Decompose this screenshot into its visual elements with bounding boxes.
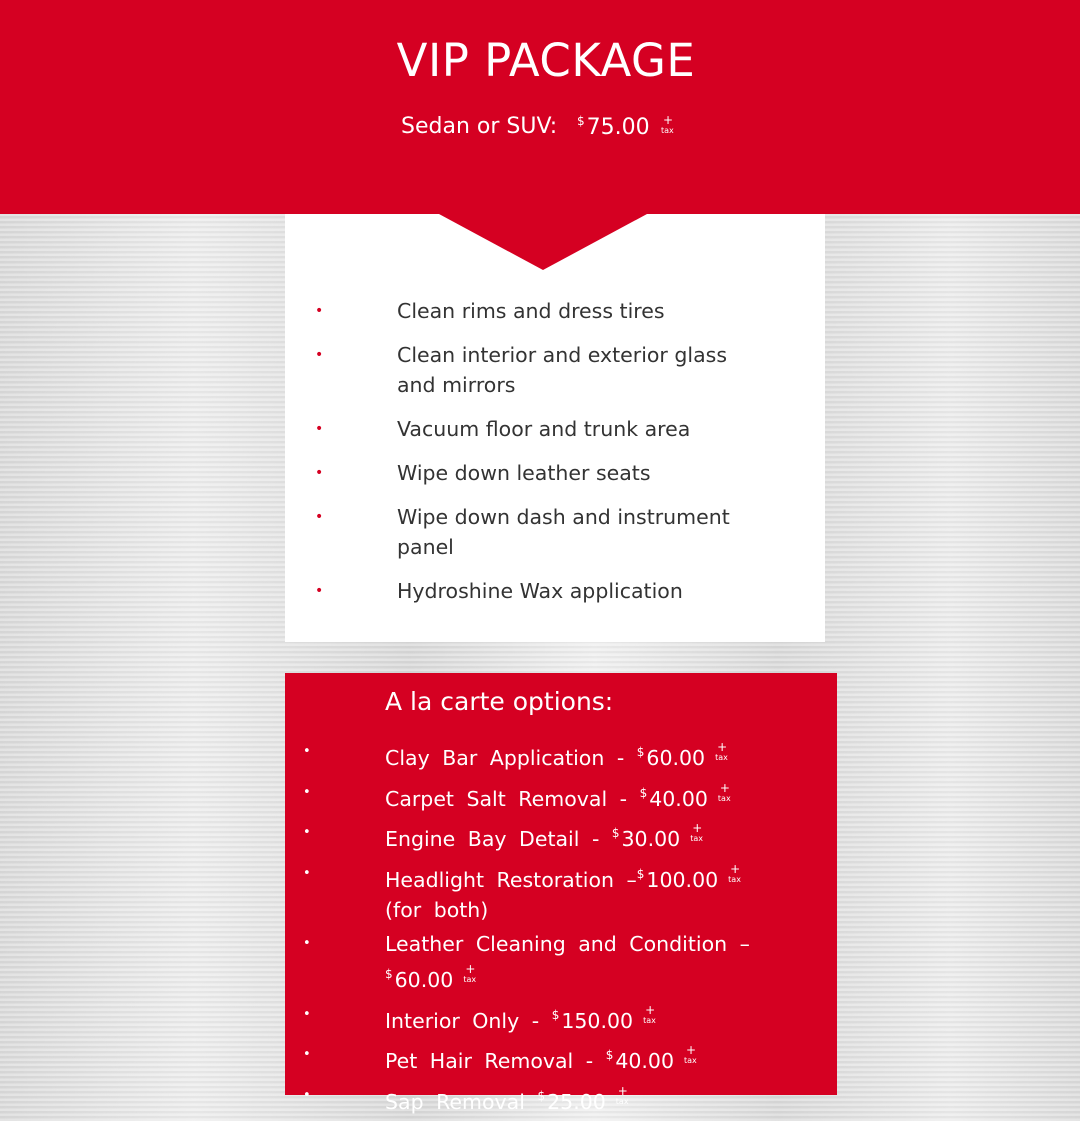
price-value: 75.00: [586, 115, 650, 140]
bullet-icon: •: [303, 936, 311, 951]
feature-item: [285, 458, 825, 488]
tax-plus: +: [730, 861, 741, 876]
feature-item: [285, 576, 825, 606]
feature-text: Clean interior and exterior glass and mirrors: [397, 343, 728, 397]
feature-item: [285, 414, 825, 444]
feature-item: [285, 502, 825, 562]
currency-symbol: $: [577, 114, 585, 128]
bullet-icon: •: [315, 347, 324, 363]
header-banner: [0, 0, 1080, 214]
feature-text: Wipe down leather seats: [397, 461, 651, 485]
feature-item: [285, 340, 825, 400]
a-la-carte-list: [285, 737, 837, 1121]
plus-tax-mark: [715, 740, 731, 767]
option-note: (for both): [385, 897, 489, 922]
feature-item: [285, 296, 825, 326]
currency-symbol: $: [636, 745, 645, 759]
bullet-icon: •: [303, 784, 311, 800]
tax-plus: +: [692, 821, 703, 835]
bullet-icon: •: [303, 744, 311, 759]
currency-symbol: $: [611, 826, 620, 840]
tax-plus: +: [686, 1043, 697, 1057]
tax-plus: +: [465, 962, 476, 976]
currency-symbol: $: [551, 1007, 560, 1022]
bullet-icon: •: [303, 1006, 311, 1022]
tax-text: tax: [463, 975, 477, 984]
currency-symbol: $: [639, 785, 648, 800]
option-price: 25.00: [547, 1089, 606, 1114]
bullet-icon: •: [315, 303, 324, 319]
option-label: Leather Cleaning and Condition –: [385, 932, 750, 956]
option-price: 40.00: [615, 1049, 675, 1073]
bullet-icon: •: [303, 825, 311, 840]
currency-symbol: $: [385, 967, 393, 981]
a-la-carte-item: [285, 737, 837, 773]
feature-text: Clean rims and dress tires: [397, 299, 665, 323]
plus-tax-mark: [728, 861, 744, 889]
tax-plus: +: [663, 113, 674, 127]
option-label: Clay Bar Application -: [385, 746, 637, 770]
currency-symbol: $: [537, 1088, 546, 1103]
chevron-down-icon: [285, 214, 825, 274]
tax-plus: +: [645, 1002, 656, 1017]
option-label: Sap Removal: [385, 1089, 538, 1114]
option-label: Carpet Salt Removal -: [385, 786, 640, 811]
tax-plus: +: [719, 780, 730, 795]
bullet-icon: •: [315, 465, 324, 481]
option-price: 60.00: [646, 746, 706, 770]
bullet-icon: •: [315, 421, 324, 437]
a-la-carte-item: [285, 818, 837, 854]
tax-text: tax: [615, 1096, 629, 1106]
feature-text: Vacuum floor and trunk area: [397, 417, 691, 441]
option-price: 30.00: [621, 827, 681, 851]
feature-text: Hydroshine Wax application: [397, 579, 683, 603]
a-la-carte-item: [285, 1040, 837, 1076]
plus-tax-mark: [717, 780, 734, 808]
page-title: VIP PACKAGE: [396, 34, 696, 87]
tax-text: tax: [684, 1056, 697, 1065]
option-label: Interior Only -: [385, 1008, 552, 1033]
a-la-carte-title: A la carte options:: [385, 687, 614, 716]
features-list: [285, 296, 825, 620]
option-price: 40.00: [649, 786, 708, 811]
option-price: 100.00: [646, 867, 719, 892]
tax-text: tax: [715, 753, 728, 762]
tax-text: tax: [717, 793, 731, 803]
tax-text: tax: [690, 834, 703, 843]
bullet-icon: •: [303, 865, 311, 881]
tax-plus: +: [717, 740, 728, 754]
option-label: Headlight Restoration –: [385, 867, 637, 892]
price-label: Sedan or SUV:: [401, 114, 558, 139]
option-price: 150.00: [561, 1008, 634, 1033]
bullet-icon: •: [315, 509, 324, 525]
plus-tax-mark: [615, 1083, 632, 1111]
tax-plus: +: [617, 1083, 628, 1098]
a-la-carte-item: [285, 929, 837, 995]
plus-tax-mark: [661, 113, 677, 140]
a-la-carte-item: [285, 1081, 837, 1117]
currency-symbol: $: [605, 1048, 614, 1062]
plus-tax-mark: [690, 821, 706, 848]
tax-text: tax: [728, 874, 741, 884]
bullet-icon: •: [315, 583, 324, 599]
currency-symbol: $: [636, 866, 645, 881]
price-amount: [577, 114, 650, 140]
a-la-carte-item: [285, 1000, 837, 1036]
option-price: 60.00: [394, 968, 454, 992]
plus-tax-mark: [684, 1043, 700, 1070]
package-price: [401, 113, 674, 140]
plus-tax-mark: [643, 1002, 659, 1030]
feature-text: Wipe down dash and instrument panel: [397, 505, 730, 559]
features-card: [285, 214, 825, 642]
plus-tax-mark: [463, 962, 479, 989]
a-la-carte-item: [285, 859, 837, 925]
tax-text: tax: [661, 126, 674, 135]
tax-text: tax: [643, 1015, 656, 1025]
bullet-icon: •: [303, 1087, 311, 1103]
option-label: Engine Bay Detail -: [385, 827, 612, 851]
bullet-icon: •: [303, 1047, 311, 1062]
a-la-carte-card: [285, 673, 837, 1114]
option-label: Pet Hair Removal -: [385, 1049, 606, 1073]
a-la-carte-item: [285, 778, 837, 814]
